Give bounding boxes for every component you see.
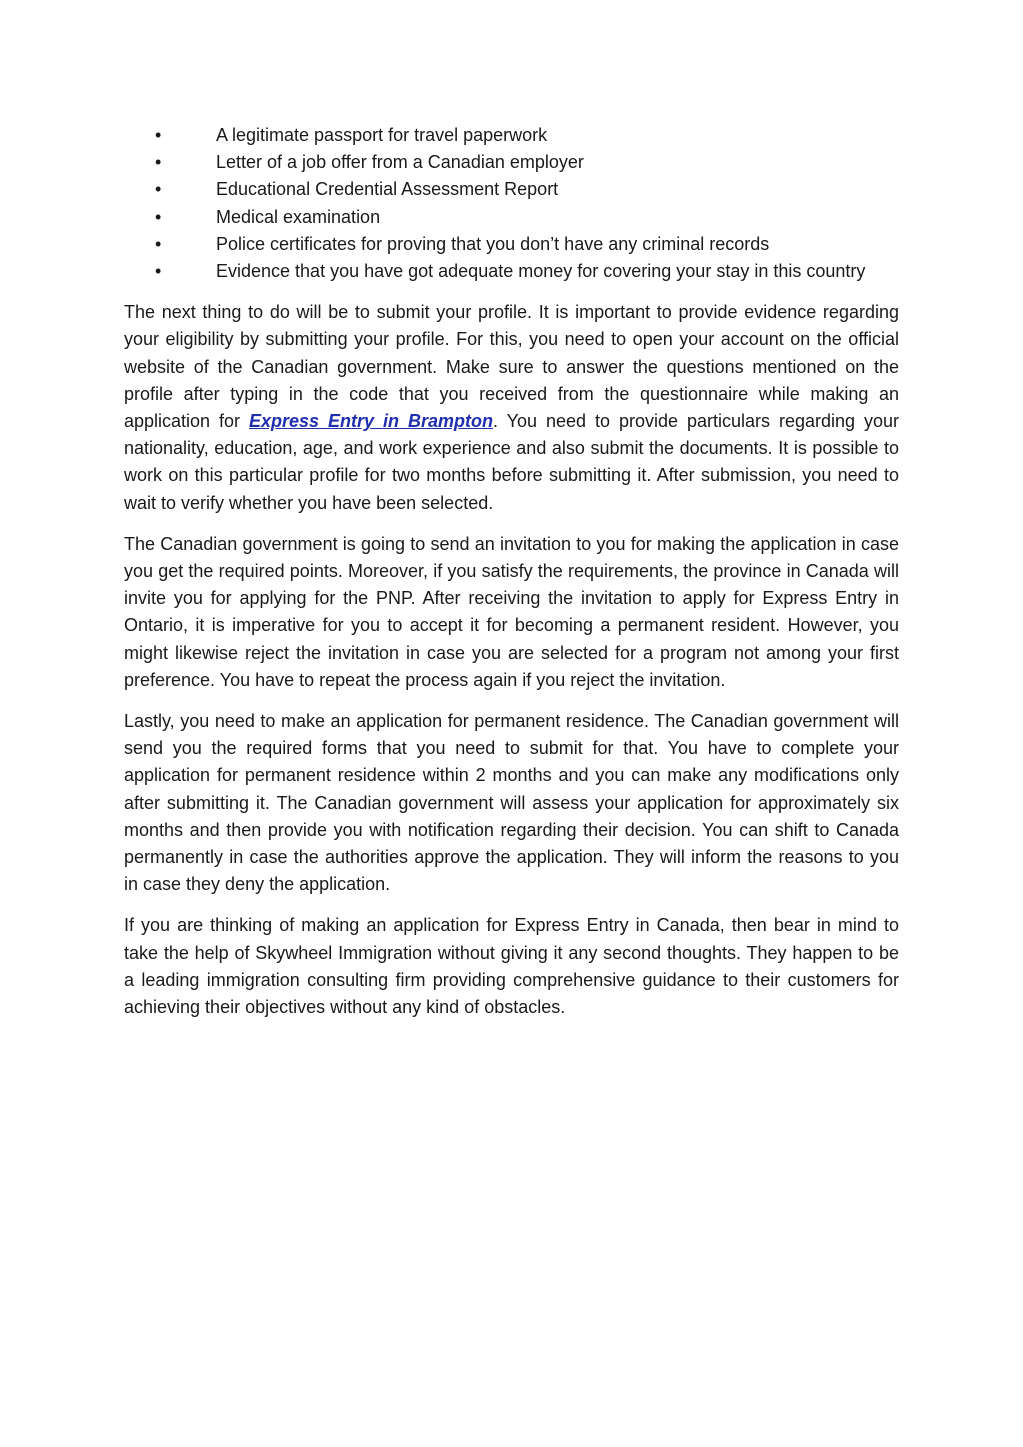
list-item-text: Evidence that you have got adequate money for covering your stay in this country [216, 261, 866, 282]
paragraph-skywheel: If you are thinking of making an application for Express Entry in Canada, then bear in mind to take the help of Skywheel Immigration without giving it any second thoughts. They happen to be a leading immigration consulting firm providing comprehensive guidance to their customers for achieving their objectives without any kind of obstacles. [124, 915, 899, 1018]
list-item [124, 176, 899, 203]
paragraph-invitation: The Canadian government is going to send an invitation to you for making the application in case you get the required points. Moreover, if you satisfy the requirements, the province in Canada will invite you for applying for the PNP. After receiving the invitation to apply for Express Entry in Ontario, it is imperative for you to accept it for becoming a permanent resident. However, you might likewise reject the invitation in case you are selected for a program not among your first preference. You have to repeat the process again if you reject the invitation. [124, 533, 899, 690]
bullet-marker: • [155, 125, 162, 145]
list-item-text: Letter of a job offer from a Canadian employer [216, 152, 584, 173]
express-entry-brampton-link[interactable]: Express Entry in Brampton [249, 411, 493, 432]
bullet-marker: • [155, 179, 162, 200]
paragraph-permanent-residence: Lastly, you need to make an application for permanent residence. The Canadian government will send you the required forms that you need to submit for that. You have to complete your application for permanent residence within 2 months and you can make any modifications only after submitting it. The Canadian government will assess your application for approximately six months and then provide you with notification regarding their decision. You can shift to Canada permanently in case the authorities approve the application. They will inform the reasons to you in case they deny the application. [124, 711, 899, 895]
list-item [124, 149, 899, 176]
bullet-marker: • [155, 233, 162, 254]
bullet-marker: • [155, 206, 162, 227]
paragraph-submit-profile [124, 299, 899, 517]
list-item [124, 258, 899, 285]
document-body [124, 122, 899, 1035]
list-item-text: A legitimate passport for travel paperwork [216, 125, 548, 145]
paragraph-text: The next thing to do will be to submit your profile. It is important to provide evidence regarding your eligibility by submitting your profile. For this, you need to open your account on the official website of the Canadian government. Make sure to answer the questions mentioned on the profile after typing in the code that you received from the questionnaire while making an application for [124, 302, 899, 432]
list-item [124, 204, 899, 231]
list-item-text: Educational Credential Assessment Report [216, 179, 559, 200]
list-item [124, 122, 899, 149]
bullet-marker: • [155, 261, 162, 282]
requirements-list [124, 122, 899, 285]
paragraph-text: . You need to provide particulars regarding your nationality, education, age, and work experience and also submit the documents. It is possible to work on this particular profile for two months before submitting it. After submission, you need to wait to verify whether you have been selected. [124, 411, 900, 513]
list-item-text: Police certificates for proving that you don’t have any criminal records [216, 233, 770, 254]
list-item-text: Medical examination [216, 206, 381, 227]
list-item [124, 231, 899, 258]
bullet-marker: • [155, 152, 162, 173]
